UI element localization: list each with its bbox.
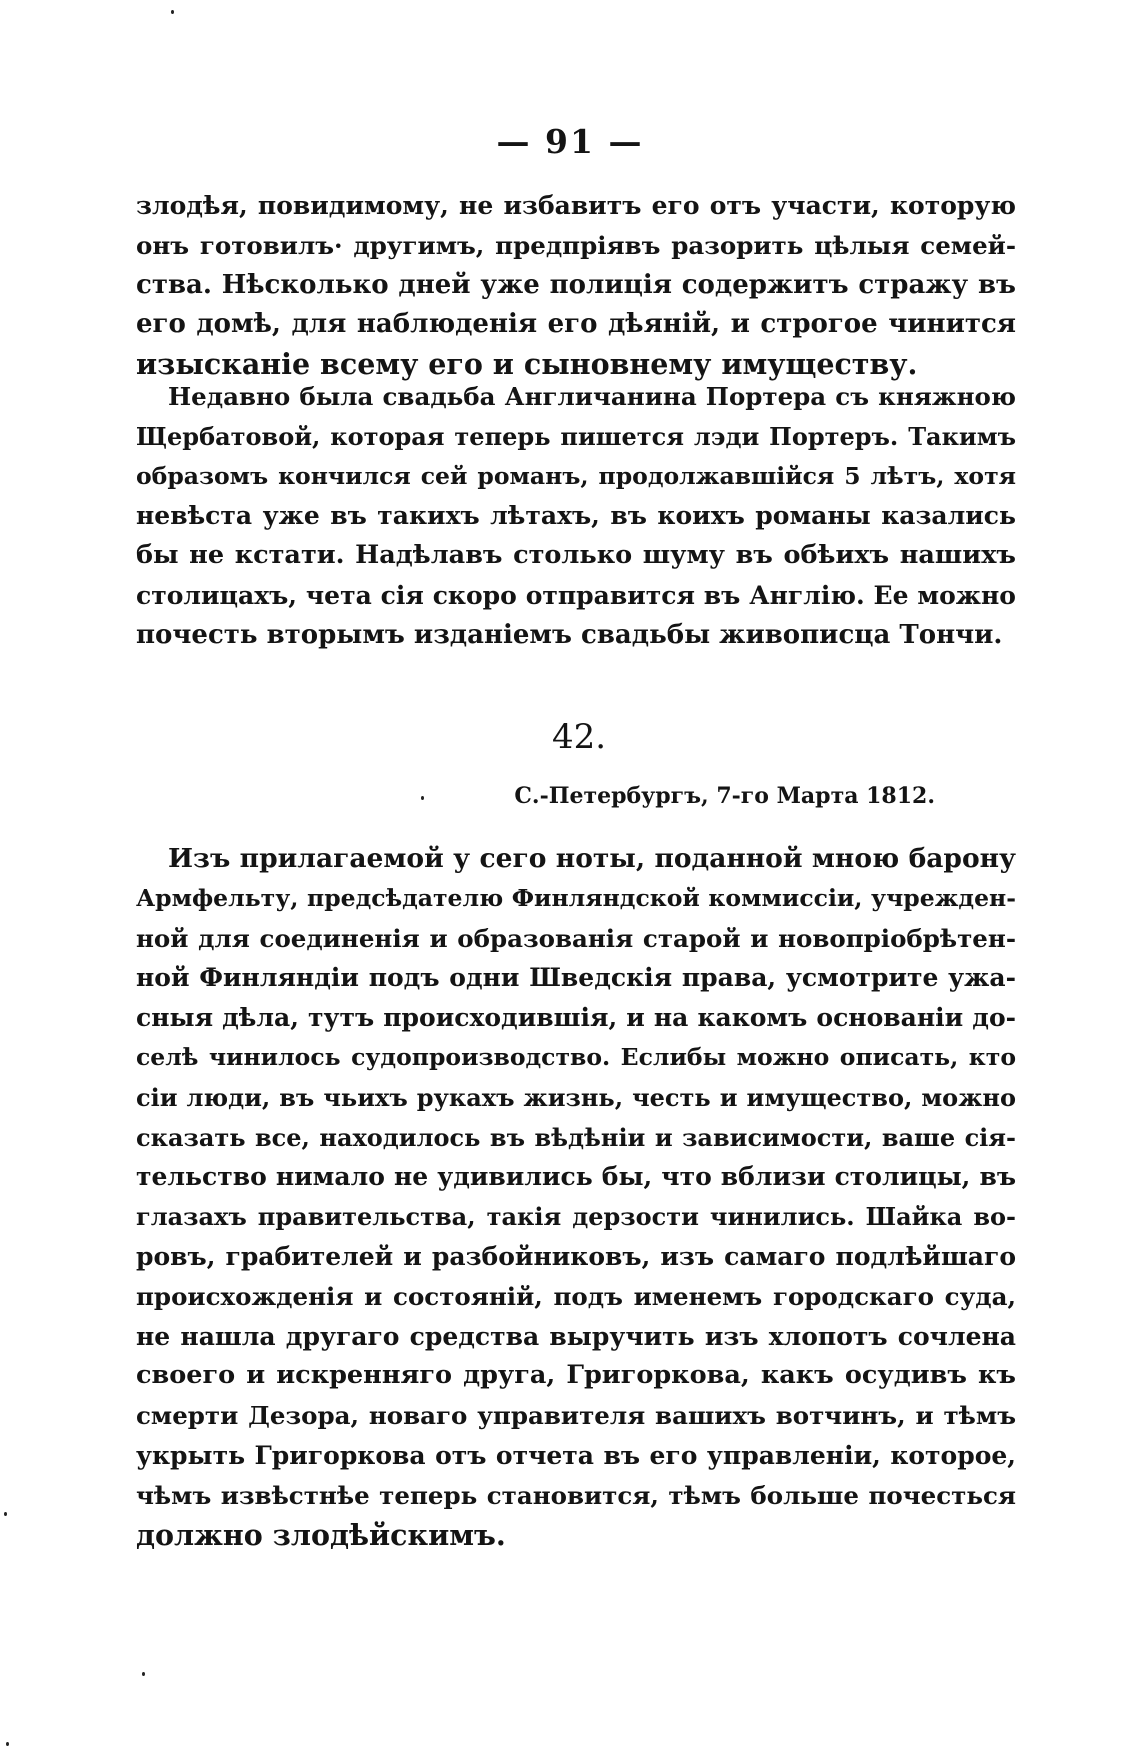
paragraph-continuation (136, 186, 1016, 385)
text-line: ства. Нѣсколько дней уже полиція содержитъ стражу въ (136, 269, 1016, 300)
letter-dateline: С.-Петербургъ, 7-го Марта 1812. (514, 783, 935, 809)
text-line: ровъ, грабителей и разбойниковъ, изъ самаго подлѣйшаго (136, 1241, 1016, 1271)
print-speck (142, 1672, 145, 1676)
text-line: чѣмъ извѣстнѣе теперь становится, тѣмъ больше почесться (136, 1480, 1016, 1510)
text-line: онъ готовилъ· другимъ, предпріявъ разорить цѣлыя семей- (136, 230, 1016, 260)
text-line: укрыть Григоркова отъ отчета въ его управленіи, которое, (136, 1440, 1016, 1470)
print-speck (4, 1512, 7, 1516)
text-line: своего и искренняго друга, Григоркова, какъ осудивъ къ (136, 1360, 1016, 1391)
text-line: тельство нимало не удивились бы, что вблизи столицы, въ (136, 1162, 1016, 1192)
page-number: — 91 — (496, 122, 644, 161)
print-speck (6, 1742, 9, 1746)
text-line: сіи люди, въ чьихъ рукахъ жизнь, честь и имущество, можно (136, 1082, 1016, 1112)
text-line: невѣста уже въ такихъ лѣтахъ, въ коихъ романы казались (136, 501, 1016, 531)
text-line: столицахъ, чета сія скоро отправится въ Англію. Ее можно (136, 580, 1016, 610)
text-line: сныя дѣла, тутъ происходившія, и на какомъ основаніи до- (136, 1003, 1016, 1033)
text-line: Армфельту, предсѣдателю Финляндской коммиссіи, учрежден- (136, 883, 1016, 912)
text-line: бы не кстати. Надѣлавъ столько шуму въ обѣихъ нашихъ (136, 540, 1016, 571)
text-line: смерти Дезора, новаго управителя вашихъ вотчинъ, и тѣмъ (136, 1401, 1016, 1431)
letter-body (136, 839, 1016, 1555)
paragraph-wedding (136, 377, 1016, 656)
text-line: ной для соединенія и образованія старой и новопріобрѣтен- (136, 923, 1016, 953)
text-line: глазахъ правительства, такія дерзости чинились. Шайка во- (136, 1202, 1016, 1232)
text-line: изысканіе всему его и сыновнему имуществу. (136, 347, 918, 382)
text-line: ной Финляндіи подъ одни Шведскія права, усмотрите ужа- (136, 963, 1016, 993)
text-line: Недавно была свадьба Англичанина Портера съ княжною (168, 382, 1016, 411)
text-line: почесть вторымъ изданіемъ свадьбы живописца Тончи. (136, 619, 1003, 650)
print-speck (171, 10, 174, 14)
text-line: сказать все, находилось въ вѣдѣніи и зависимости, ваше сія- (136, 1122, 1016, 1152)
text-line: его домѣ, для наблюденія его дѣяній, и строгое чинится (136, 309, 1016, 340)
text-line: злодѣя, повидимому, не избавитъ его отъ участи, которую (136, 191, 1016, 220)
text-line: должно злодѣйскимъ. (136, 1517, 506, 1552)
text-line: не нашла другаго средства выручить изъ хлопотъ сочлена (136, 1321, 1016, 1351)
print-speck (421, 796, 424, 800)
text-line: образомъ кончился сей романъ, продолжавшійся 5 лѣтъ, хотя (136, 461, 1016, 490)
text-line: происхожденія и состояній, подъ именемъ городскаго суда, (136, 1281, 1016, 1311)
text-line: Изъ прилагаемой у сего ноты, поданной мною барону (168, 843, 1016, 874)
text-line: селѣ чинилось судопроизводство. Еслибы можно описать, кто (136, 1042, 1016, 1071)
letter-number: 42. (551, 717, 607, 757)
text-line: Щербатовой, которая теперь пишется лэди Портеръ. Такимъ (136, 421, 1016, 451)
